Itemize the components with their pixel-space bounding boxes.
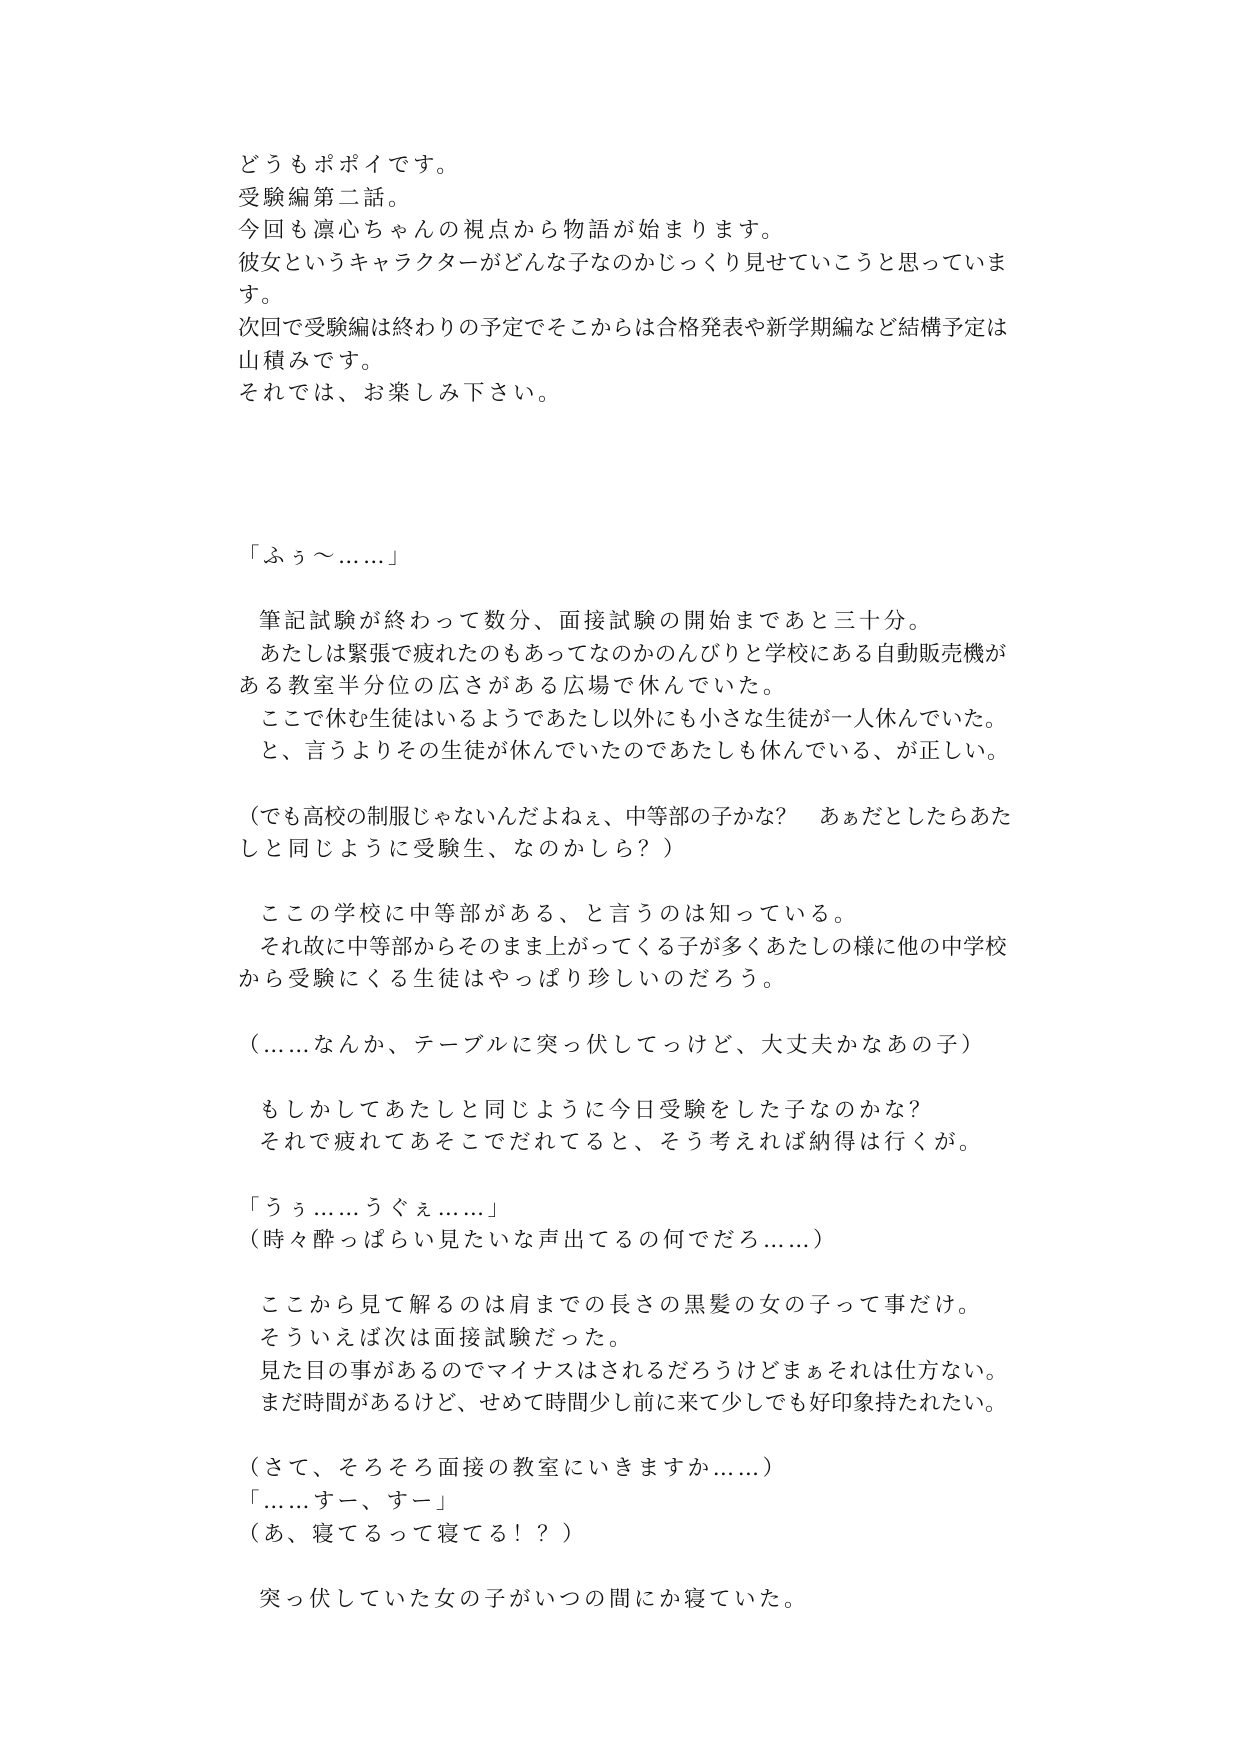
document-page [238,150,1014,1616]
preface-line: どうもポポイです。 [238,153,462,178]
narration-line: から受験にくる生徒はやっぱり珍しいのだろう。 [238,967,789,993]
preface-line: 彼女というキャラクターがどんな子なのかじっくり見せていこうと思っていま [238,250,1008,276]
blank-line [238,1421,1014,1454]
narration-line: 突っ伏していた女の子がいつの間にか寝ていた。 [259,1586,810,1612]
blank-line [238,1551,1014,1584]
blank-line [238,1062,1014,1095]
narration-line: ある教室半分位の広さがある広場で休んでいた。 [238,674,789,700]
preface-line: 受験編第二話。 [238,185,414,211]
narration-line: もしかしてあたしと同じように今日受験をした子なのかな？ [259,1097,935,1123]
blank-line [238,573,1014,606]
section-spacer [238,411,1014,541]
narration-line: 筆記試験が終わって数分、面接試験の開始まであと三十分。 [259,608,934,634]
thought-line: （さて、そろそろ面接の教室にいきますか……） [238,1456,788,1482]
narration-line: ここで休む生徒はいるようであたし以外にも小さな生徒が一人休んでいた。 [259,706,1008,732]
thought-line: （……なんか、テーブルに突っ伏してっけど、大丈夫かなあの子） [238,1032,987,1058]
blank-line [238,1258,1014,1291]
narration-line: それ故に中等部からそのまま上がってくる子が多くあたしの様に他の中学校 [259,934,1008,960]
author-preface [238,150,1014,411]
blank-line [238,997,1014,1030]
narration-line: あたしは緊張で疲れたのもあってなのかのんびりと学校にある自動販売機が [259,641,1007,667]
thought-line: （時々酔っぱらい見たいな声出てるの何でだろ……） [238,1228,839,1254]
narration-line: まだ時間があるけど、せめて時間少し前に来て少しでも好印象持たれたい。 [259,1391,1008,1417]
thought-line: （でも高校の制服じゃないんだよねぇ、中等部の子かな？ あぁだとしたらあた [238,804,1012,830]
blank-line [238,1160,1014,1193]
preface-line: す。 [238,283,287,309]
preface-line: 今回も凛心ちゃんの視点から物語が始まります。 [238,218,787,244]
preface-line: 次回で受験編は終わりの予定でそこからは合格発表や新学期編など結構予定は [238,315,1009,341]
blank-line [238,769,1014,802]
narration-line: そういえば次は面接試験だった。 [259,1326,635,1351]
story-body [238,541,1014,1617]
thought-line: しと同じように受験生、なのかしら？） [238,837,689,863]
preface-line: 山積みです。 [238,348,387,374]
narration-line: それで疲れてあそこでだれてると、そう考えれば納得は行くが。 [259,1130,985,1156]
thought-line: （あ、寝てるって寝てる！？） [238,1521,588,1547]
preface-line: それでは、お楽しみ下さい。 [238,381,564,407]
dialogue-line: 「うぅ……うぐぇ……」 [238,1195,513,1221]
blank-line [238,867,1014,900]
narration-line: ここの学校に中等部がある、と言うのは知っている。 [259,902,860,928]
dialogue-line: 「……すー、すー」 [238,1488,461,1514]
narration-line: と、言うよりその生徒が休んでいたのであたしも休んでいる、が正しい。 [259,739,1010,765]
narration-line: ここから見て解るのは肩までの長さの黒髪の女の子って事だけ。 [259,1293,984,1319]
narration-line: 見た目の事があるのでマイナスはされるだろうけどまぁそれは仕方ない。 [259,1358,1009,1384]
dialogue-line: 「ふぅ～……」 [238,543,414,569]
